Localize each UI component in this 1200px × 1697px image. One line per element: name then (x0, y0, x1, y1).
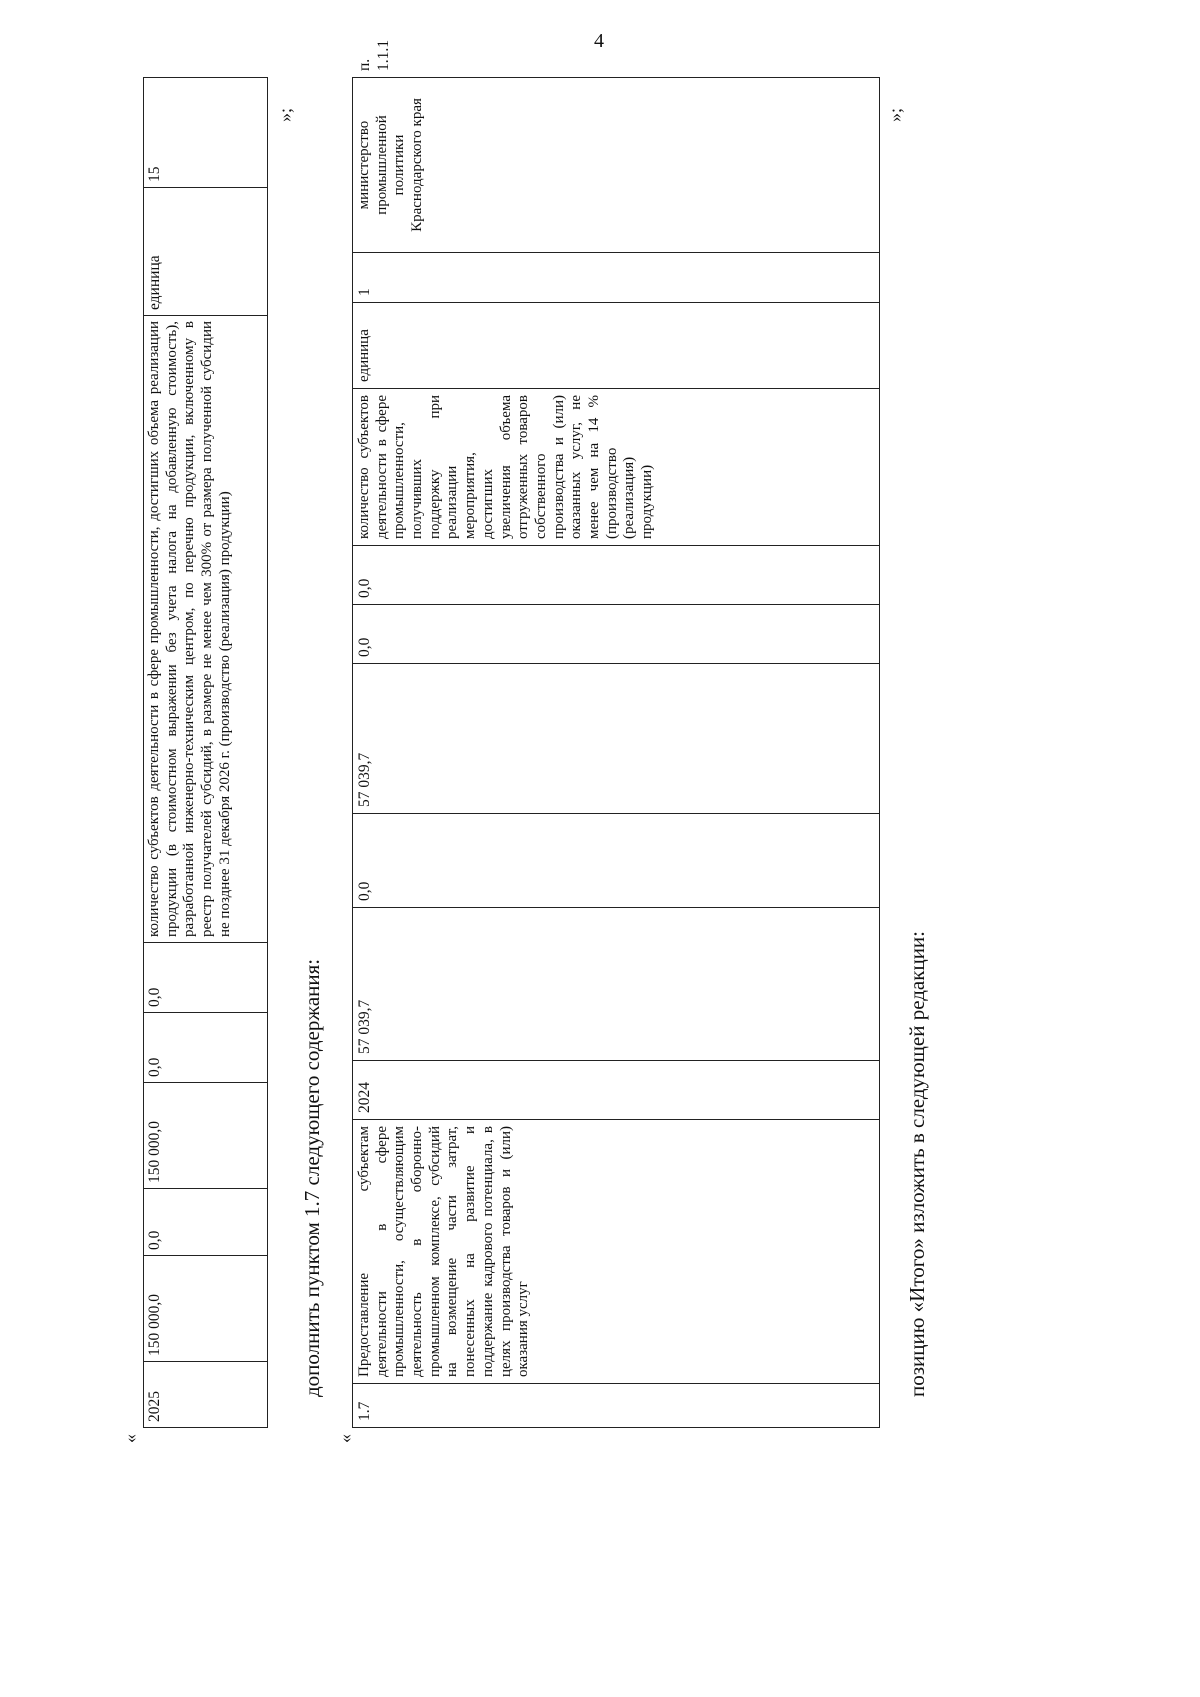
close-quote-upper: »; (275, 107, 295, 122)
lower-total-cell: 57 039,7 (353, 908, 880, 1061)
lower-table (352, 40, 880, 1428)
upper-regional-cell: 150 000,0 (144, 1083, 268, 1189)
instruction-total-position: позицию «Итого» изложить в следующей редакции: (905, 931, 929, 1397)
upper-value-cell: 15 (144, 78, 268, 188)
lower-local-cell: 0,0 (353, 605, 880, 664)
upper-extrabudget-cell: 0,0 (144, 943, 268, 1013)
upper-year-cell: 2025 (144, 1362, 268, 1428)
upper-local-cell: 0,0 (144, 1013, 268, 1083)
lower-regional-cell: 57 039,7 (353, 664, 880, 814)
lower-executor-cell: министерство промышленной политики Краснодарского края (353, 78, 880, 253)
lower-number-cell: 1.7 (353, 1384, 880, 1428)
upper-unit-cell: единица (144, 188, 268, 316)
page-number: 4 (594, 30, 604, 52)
close-quote-lower: »; (885, 107, 905, 122)
open-quote-lower: « (335, 1434, 355, 1443)
upper-table-row (144, 78, 268, 1428)
lower-name-cell: Предоставление субъектам деятельности в сфере промышленности, осуществляющим деятельность в оборонно-промышленном комплексе, субсидий на возмещение части затрат, понесенных на развитие и поддержание кадрового потенциала, в целях производства товаров и (или) оказания услуг (353, 1120, 880, 1384)
lower-extrabudget-cell: 0,0 (353, 546, 880, 605)
open-quote-upper: « (120, 1434, 140, 1443)
lower-table-row: 1.7 Предоставление субъектам деятельности в сфере промышленности, осуществляющим деятельность в оборонно-промышленном комплексе, субсидий на возмещение части затрат, понесенных на развитие и поддержание кадрового потенциала, в целях производства товаров и (или) оказания услуг 2024 57 039,7 0,0 57 039,7 0,0 0,0 количество субъектов деятельности в сфере промышленности, получивших поддержку при реализации мероприятия, достигших увеличения объема отгруженных товаров собственного производства и (или) оказанных услуг, не менее чем на 14 % (производство (реализация) продукции) единица 1 министерство промышленной политики Краснодарского края п. 1.1.1 (353, 78, 880, 1428)
upper-indicator-cell: количество субъектов деятельности в сфере промышленности, достигших объема реализации продукции (в стоимостном выражении без учета налога на добавленную стоимость), разработанной инженерно-техническим центром, по перечню продукции, включенному в реестр получателей субсидий, в размере не менее чем 300% от размера полученной субсидии не позднее 31 декабря 2026 г. (производство (реализация) продукции) (144, 316, 268, 943)
lower-unit-cell: единица (353, 303, 880, 389)
upper-federal-cell: 0,0 (144, 1189, 268, 1256)
instruction-add-item: дополнить пунктом 1.7 следующего содержания: (300, 958, 324, 1397)
upper-total-cell: 150 000,0 (144, 1256, 268, 1362)
lower-value-cell: 1 (353, 253, 880, 303)
upper-table (143, 77, 268, 1428)
lower-indicator-cell: количество субъектов деятельности в сфере промышленности, получивших поддержку при реализации мероприятия, достигших увеличения объема отгруженных товаров собственного производства и (или) оказанных услуг, не менее чем на 14 % (производство (реализация) продукции) (353, 389, 880, 546)
lower-year-cell: 2024 (353, 1061, 880, 1120)
lower-federal-cell: 0,0 (353, 814, 880, 908)
